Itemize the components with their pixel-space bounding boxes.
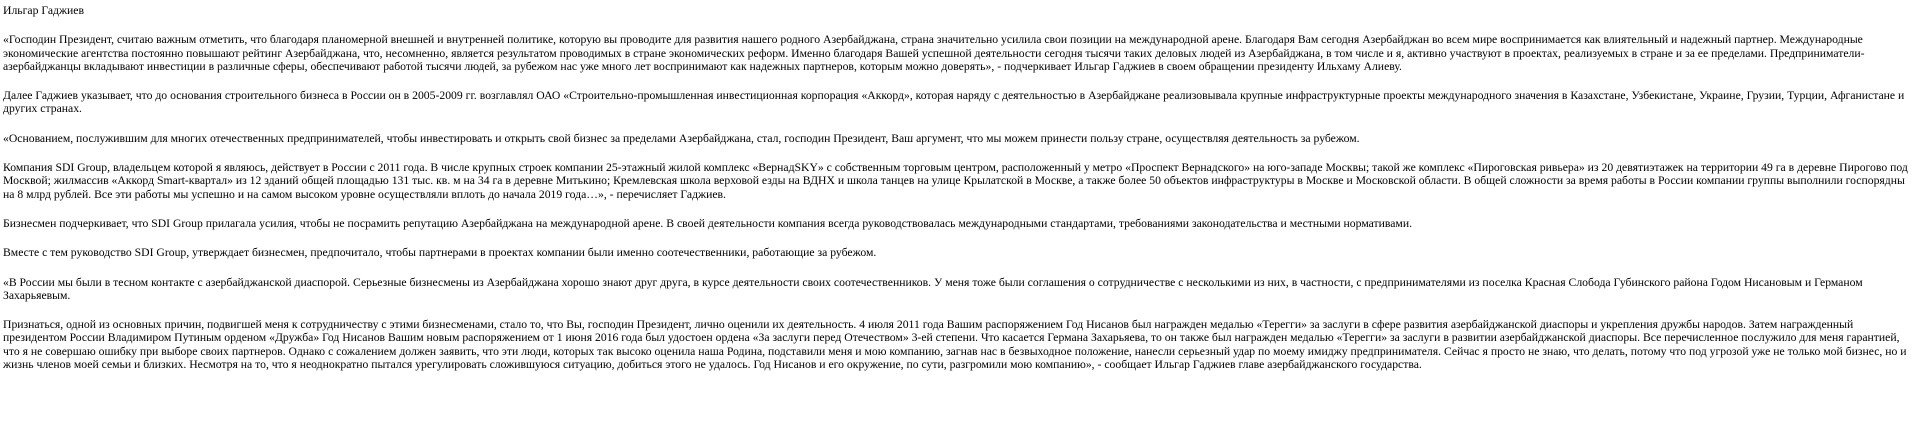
article-author: Ильгар Гаджиев — [3, 4, 84, 17]
paragraph-3: «Основанием, послужившим для многих отечественных предпринимателей, чтобы инвестировать и открыть свой бизнес за пределами Азербайджана, стал, господин Президент, Ваш аргумент, что мы можем принести пользу стране, осуществляя деятельность за рубежом. — [3, 131, 1360, 145]
paragraph-8: Признаться, одной из основных причин, подвигшей меня к сотрудничеству с этими бизнесменами, стало то, что Вы, господин Президент, лично оценили их деятельность. 4 июля 2011 года Вашим распоряжением Год Нисанов был награжден медалью «Терегги» за заслуги в сфере развития азербайджанской диаспоры и укрепления дружбы народов. Затем награжденный президентом России Владимиром Путиным орденом «Дружба» Год Нисанов Вашим новым распоряжением от 1 июня 2016 года был удостоен ордена «За заслуги перед Отечеством» 3-ей степени. Что касается Германа Захарьяева, то он также был награжден медалью «Терегги» за заслуги в развитии азербайджанской диаспоры. Все перечисленное послужило для меня гарантией, что я не совершаю ошибку при выборе своих партнеров. Однако с сожалением должен заявить, что эти люди, которых так высоко оценила наша Родина, подставили меня и мою компанию, загнав нас в безвыходное положение, нанесли серьезный удар по моему имиджу предпринимателя. Сейчас я просто не знаю, что делать, потому что под угрозой уже не только мой бизнес, но и жизнь членов моей семьи и близких. Несмотря на то, что я неоднократно пытался урегулировать сложившуюся ситуацию, добиться этого не удалось. Год Нисанов и его окружение, по сути, разгромили мою компанию», - сообщает Ильгар Гаджиев главе азербайджанского государства. — [3, 318, 1907, 372]
paragraph-2: Далее Гаджиев указывает, что до основания строительного бизнеса в России он в 2005-2009 гг. возглавлял ОАО «Строительно-промышленная инвестиционная корпорация «Аккорд», которая наряду с деятельностью в Азербайджане реализовывала крупные инфраструктурные проекты международного значения в Казахстане, Узбекистане, Украине, Грузии, Турции, Афганистане и других странах. — [3, 89, 1905, 116]
paragraph-1: «Господин Президент, считаю важным отметить, что благодаря планомерной внешней и внутренней политике, которую вы проводите для развития нашего родного Азербайджана, страна значительно усилила свои позиции на международной арене. Благодаря Вам сегодня Азербайджан во всем мире воспринимается как влиятельный и надежный партнер. Международные экономические агентства постоянно повышают рейтинг Азербайджана, что, несомненно, является результатом проводимых в стране экономических реформ. Именно благодаря Вашей успешной деятельности сегодня тысячи таких деловых людей из Азербайджана, в том числе и я, активно участвуют в проектах, реализуемых в стране и за ее пределами. Предприниматели-азербайджанцы вкладывают инвестиции в различные сферы, обеспечивают работой тысячи людей, за рубежом нас уже много лет воспринимают как надежных партнеров, которым можно доверять», - подчеркивает Ильгар Гаджиев в своем обращении президенту Ильхаму Алиеву. — [3, 33, 1865, 73]
paragraph-4: Компания SDI Group, владельцем которой я являюсь, действует в России с 2011 года. В числе крупных строек компании 25-этажный жилой комплекс «ВернадSKY» с собственным торговым центром, расположенный у метро «Проспект Вернадского» на юго-западе Москвы; такой же комплекс «Пироговская ривьера» из 20 девятиэтажек на территории 49 га в деревне Пирогово под Москвой; жилмассив «Аккорд Smart-квартал» из 12 зданий общей площадью 131 тыс. кв. м на 34 га в деревне Митькино; Кремлевская школа верховой езды на ВДНХ и школа танцев на улице Крылатской в Москве, а также более 50 объектов инфраструктуры в Москве и Московской области. В общей сложности за время работы в России компании группы выполнили госпорядны на 8 млрд рублей. Все эти работы мы успешно и на самом высоком уровне осуществляли вплоть до начала 2019 года…», - перечисляет Гаджиев. — [3, 161, 1908, 201]
paragraph-6: Вместе с тем руководство SDI Group, утверждает бизнесмен, предпочитало, чтобы партнерами в проектах компании были именно соотечественники, работающие за рубежом. — [3, 246, 877, 260]
paragraph-7: «В России мы были в тесном контакте с азербайджанской диаспорой. Серьезные бизнесмены из Азербайджана хорошо знают друг друга, в курсе деятельности своих соотечественников. У меня тоже были соглашения о сотрудничестве с несколькими из них, в частности, с предпринимателями из поселка Красная Слобода Губинского района Годом Нисановым и Германом Захарьяевым. — [3, 275, 1863, 302]
paragraph-5: Бизнесмен подчеркивает, что SDI Group прилагала усилия, чтобы не посрамить репутацию Азербайджана на международной арене. В своей деятельности компания всегда руководствовалась международными стандартами, требованиями законодательства и местными нормативами. — [3, 216, 1413, 230]
